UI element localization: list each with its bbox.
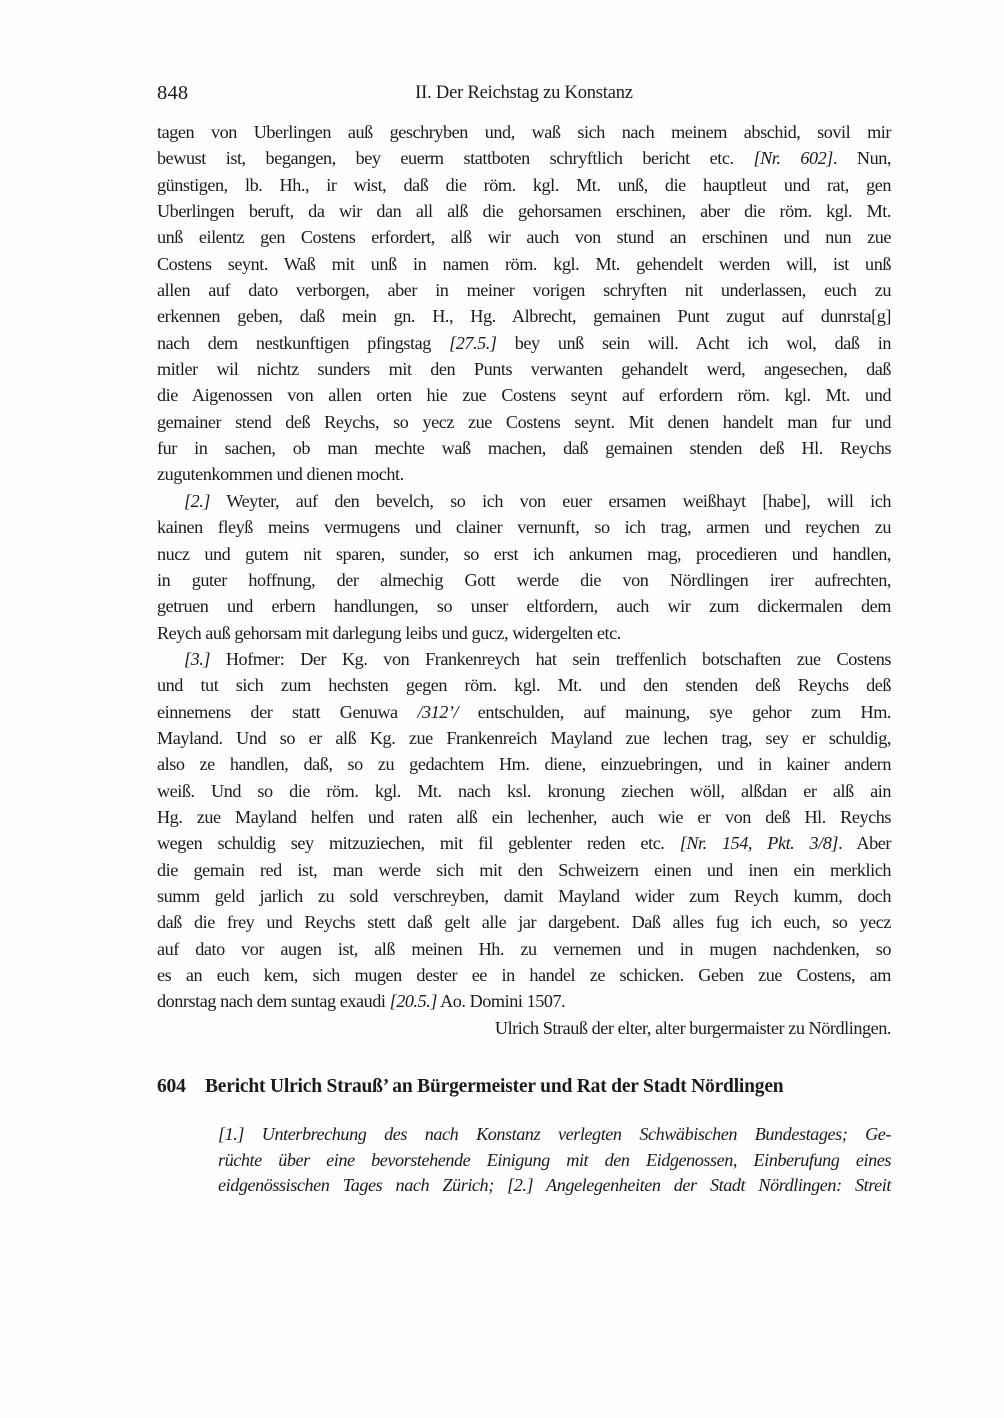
text-line: Reych auß gehorsam mit darlegung leibs und gucz, widergelten etc. <box>157 622 621 643</box>
text-line: erkennen geben, daß mein gn. H., Hg. Albrecht, gemainen Punt zugut auf dunrsta[g] <box>157 306 891 327</box>
text-line: einnemens der statt Genuwa /312’/ entschulden, auf mainung, sye gehor zum Hm. <box>157 701 891 722</box>
text-line: Uberlingen beruft, da wir dan all alß die gehorsamen erschinen, aber die röm. kgl. Mt. <box>157 201 891 222</box>
text-line: gemainer stend deß Reychs, so yecz zue Costens seynt. Mit denen handelt man fur und <box>157 411 891 432</box>
text-line: Mayland. Und so er alß Kg. zue Frankenreich Mayland zue lechen trag, sey er schuldig, <box>157 727 891 748</box>
text-line: kainen fleyß meins vermugens und clainer vernunft, so ich trag, armen und reychen zu <box>157 517 891 538</box>
text-line: zugutenkommen und dienen mocht. <box>157 464 404 485</box>
section-title: Bericht Ulrich Strauß’ an Bürgermeister und Rat der Stadt Nördlingen <box>205 1076 784 1097</box>
text-line: es an euch kem, sich mugen dester ee in handel ze schicken. Geben zue Costens, am <box>157 965 891 985</box>
text-line: summ geld jarlich zu sold verschreyben, damit Mayland wider zum Reych kumm, doch <box>157 885 891 906</box>
text-line: die Aigenossen von allen orten hie zue Costens seynt auf erfordern röm. kgl. Mt. und <box>157 385 891 406</box>
text-line: unß eilentz gen Costens erfordert, alß wir auch von stund an erschinen und nun zue <box>157 227 891 248</box>
text-line: nucz und gutem nit sparen, sunder, so erst ich ankumen mag, procedieren und handlen, <box>157 543 891 564</box>
text-line: donrstag nach dem suntag exaudi [20.5.] Ao. Domini 1507. <box>157 991 566 1012</box>
text-line: daß die frey und Reychs stett daß gelt alle jar dargebent. Daß alles fug ich euch, so yecz <box>157 912 891 933</box>
text-line: günstigen, lb. Hh., ir wist, daß die röm. kgl. Mt. unß, die hauptleut und rat, gen <box>157 174 891 195</box>
signature-line: Ulrich Strauß der elter, alter burgermaister zu Nördlingen. <box>494 1017 891 1038</box>
section-summary <box>218 1122 891 1199</box>
text-line: die gemain red ist, man werde sich mit den Schweizern einen und inen ein merklich <box>157 859 891 880</box>
document-body <box>157 119 891 1041</box>
text-line: bewust ist, begangen, bey euerm stattboten schryftlich bericht etc. [Nr. 602]. Nun, <box>157 148 891 169</box>
text-line: also ze handlen, daß, so zu gedachtem Hm. diene, einzuebringen, und in kainer andern <box>157 754 891 775</box>
paragraph-3 <box>157 646 891 1015</box>
text-line: allen auf dato verborgen, aber in meiner vorigen schryften nit underlassen, euch zu <box>157 280 891 301</box>
page-number: 848 <box>157 82 189 104</box>
text-line: [2.] Weyter, auf den bevelch, so ich von euer ersamen weißhayt [habe], will ich <box>184 490 891 511</box>
text-line: mitler wil nichtz sunders mit den Punts verwanten gehandelt werd, angesechen, daß <box>157 359 891 380</box>
text-line: und tut sich zum hechsten gegen röm. kgl. Mt. und den stenden deß Reychs deß <box>157 675 891 696</box>
text-line: in guter hoffnung, der almechig Gott werde die von Nördlingen irer aufrechten, <box>157 569 891 590</box>
section-heading <box>157 1074 891 1100</box>
running-title: II. Der Reichstag zu Konstanz <box>415 83 633 103</box>
text-line: eidgenössischen Tages nach Zürich; [2.] Angelegenheiten der Stadt Nördlingen: Streit <box>218 1175 891 1196</box>
text-line: tagen von Uberlingen auß geschryben und, waß sich nach meinem abschid, sovil mir <box>157 122 891 142</box>
text-line: Hg. zue Mayland helfen und raten alß ein lechenher, auch wie er von deß Hl. Reychs <box>157 806 891 827</box>
text-line: getruen und erbern handlungen, so unser eltfordern, auch wir zum dickermalen dem <box>157 596 891 617</box>
text-line: weiß. Und so die röm. kgl. Mt. nach ksl. kronung ziechen wöll, alßdan er alß ain <box>157 780 891 801</box>
text-line: nach dem nestkunftigen pfingstag [27.5.] bey unß sein will. Acht ich wol, daß in <box>157 332 891 353</box>
page-header <box>157 81 891 105</box>
paragraph-continuation <box>157 119 891 488</box>
text-line: fur in sachen, ob man mechte waß machen, daß gemainen stenden deß Hl. Reychs <box>157 438 891 459</box>
text-line: auf dato vor augen ist, alß meinen Hh. zu vernemen und in mugen nachdenken, so <box>157 938 891 959</box>
section-number: 604 <box>157 1076 186 1097</box>
text-line: rüchte über eine bevorstehende Einigung mit den Eidgenossen, Einberufung eines <box>218 1149 891 1170</box>
text-line: [3.] Hofmer: Der Kg. von Frankenreych hat sein treffenlich botschaften zue Costens <box>184 648 891 669</box>
text-line: wegen schuldig sey mitzuziechen, mit fil geblenter reden etc. [Nr. 154, Pkt. 3/8]. Aber <box>157 833 891 854</box>
text-line: [1.] Unterbrechung des nach Konstanz verlegten Schwäbischen Bundestages; Ge- <box>218 1124 891 1144</box>
paragraph-2 <box>157 488 891 646</box>
text-line: Costens seynt. Waß mit unß in namen röm. kgl. Mt. gehendelt werden will, ist unß <box>157 253 891 274</box>
